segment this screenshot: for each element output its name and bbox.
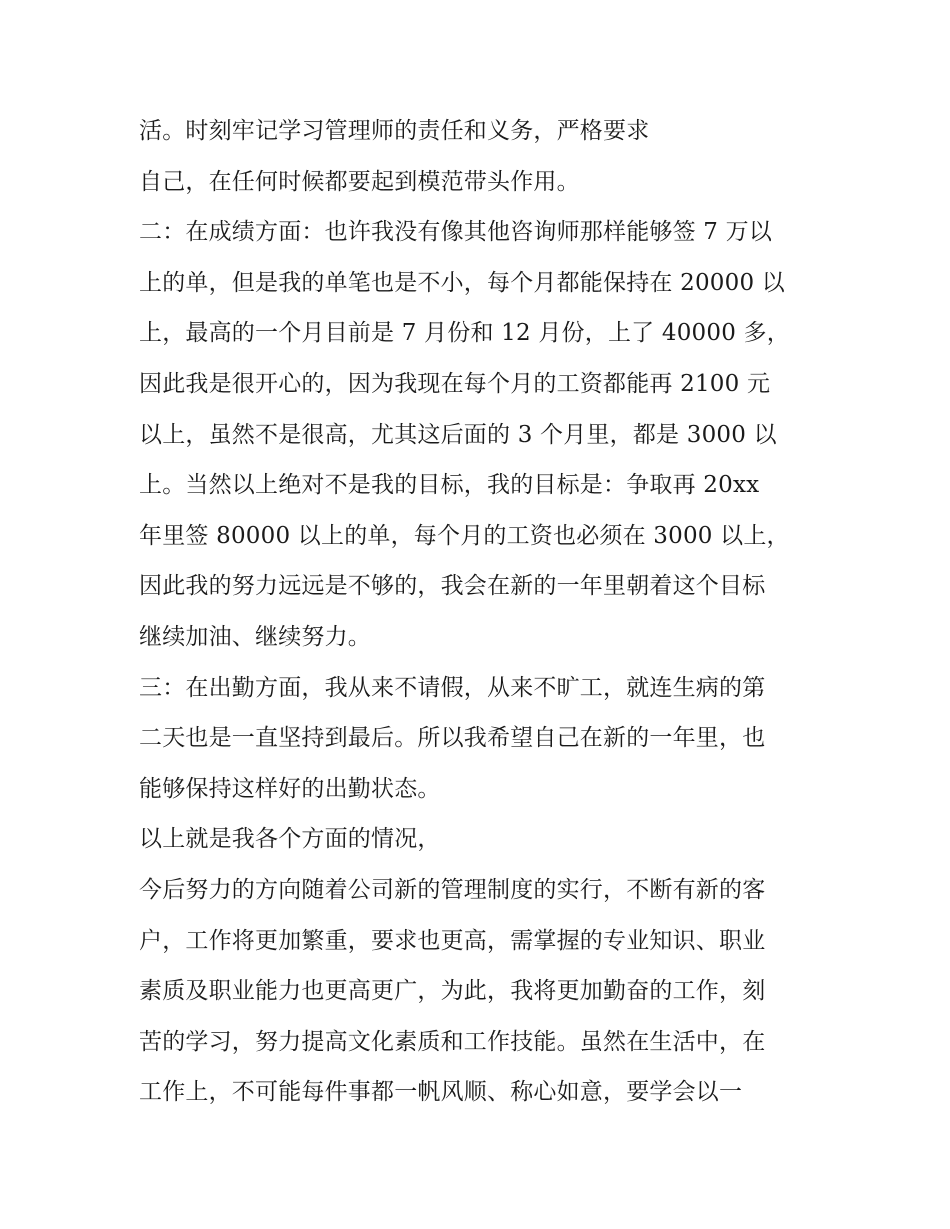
text-line: 上。当然以上绝对不是我的目标，我的目标是：争取再 20xx [139, 472, 760, 499]
text-line: 工作上，不可能每件事都一帆风顺、称心如意，要学会以一 [139, 1079, 743, 1106]
text-line: 二：在成绩方面：也许我没有像其他咨询师那样能够签 7 万以 [139, 219, 773, 246]
text-line: 今后努力的方向随着公司新的管理制度的实行，不断有新的客 [139, 876, 766, 903]
body-text [139, 106, 819, 1118]
text-line: 三：在出勤方面，我从来不请假，从来不旷工，就连生病的第 [139, 674, 766, 701]
text-line: 以上，虽然不是很高，尤其这后面的 3 个月里，都是 3000 以 [139, 421, 777, 448]
text-line: 年里签 80000 以上的单，每个月的工资也必须在 3000 以上， [139, 522, 790, 549]
text-line: 苦的学习，努力提高文化素质和工作技能。虽然在生活中，在 [139, 1028, 766, 1055]
text-line: 因此我的努力远远是不够的，我会在新的一年里朝着这个目标 [139, 573, 766, 600]
text-line: 户，工作将更加繁重，要求也更高，需掌握的专业知识、职业 [139, 927, 766, 954]
text-line: 自己，在任何时候都要起到模范带头作用。 [139, 168, 580, 195]
text-line: 上的单，但是我的单笔也是不小，每个月都能保持在 20000 以 [139, 269, 785, 296]
text-line: 上，最高的一个月目前是 7 月份和 12 月份，上了 40000 多， [139, 320, 790, 347]
text-line: 活。时刻牢记学习管理师的责任和义务，严格要求 [139, 118, 650, 144]
text-line: 因此我是很开心的，因为我现在每个月的工资都能再 2100 元 [139, 370, 771, 397]
text-line: 继续加油、继续努力。 [139, 623, 371, 650]
text-line: 以上就是我各个方面的情况， [139, 826, 441, 853]
text-line: 素质及职业能力也更高更广，为此，我将更加勤奋的工作，刻 [139, 978, 766, 1005]
text-line: 能够保持这样好的出勤状态。 [139, 775, 441, 802]
text-line: 二天也是一直坚持到最后。所以我希望自己在新的一年里，也 [139, 725, 766, 752]
